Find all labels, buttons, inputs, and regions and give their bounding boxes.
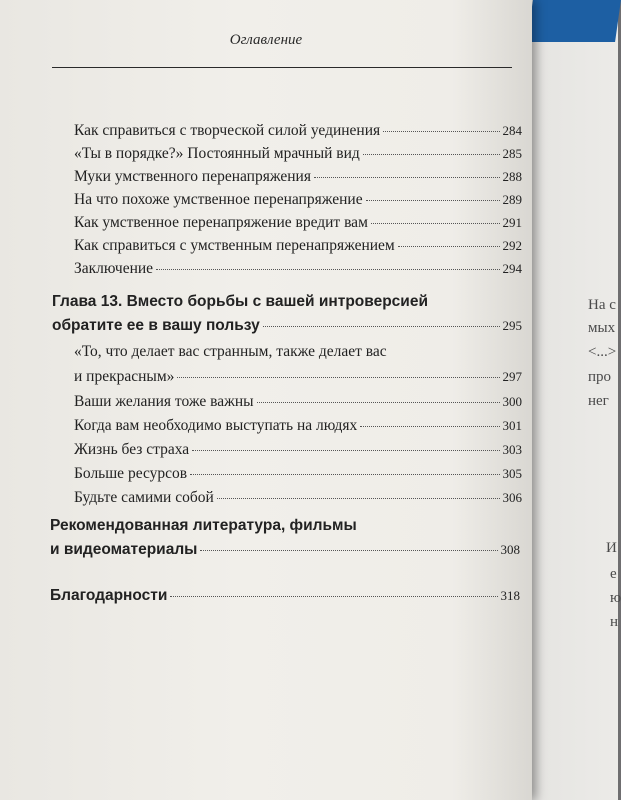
toc-entry[interactable]	[74, 187, 522, 209]
toc-page-number: 305	[502, 465, 522, 481]
toc-entry-title: Будьте самими собой	[74, 488, 214, 506]
toc-page-number: 294	[502, 260, 522, 276]
adjacent-text-fragment: нег	[588, 393, 609, 409]
adjacent-text-fragment: И	[606, 540, 617, 556]
leader-dots	[371, 207, 500, 224]
adjacent-text-fragment: н	[610, 614, 619, 630]
toc-entry[interactable]	[74, 485, 522, 507]
header-rule	[52, 67, 512, 68]
toc-page-number: 303	[502, 441, 522, 457]
toc-entry-line[interactable]: «То, что делает вас странным, также делает вас	[74, 343, 387, 360]
section-heading[interactable]	[50, 537, 520, 559]
toc-entry[interactable]	[74, 164, 522, 186]
toc-entry-title: Больше ресурсов	[74, 464, 188, 482]
section-heading-line[interactable]: Рекомендованная литература, фильмы	[50, 517, 357, 534]
toc-entry[interactable]	[74, 461, 522, 483]
toc-entry-title: Когда вам необходимо выступать на людях	[74, 416, 358, 434]
adjacent-text-fragment: про	[588, 369, 612, 385]
leader-dots	[366, 184, 500, 201]
toc-entry[interactable]	[74, 210, 522, 232]
toc-page-number: 318	[500, 587, 520, 603]
adjacent-text-fragment: <...>	[588, 344, 617, 360]
toc-entry[interactable]	[74, 118, 522, 140]
toc-entry-title: Ваши желания тоже важны	[74, 392, 254, 410]
section-heading-title: Благодарности	[50, 586, 168, 604]
section-heading[interactable]	[50, 583, 520, 605]
toc-entry[interactable]	[74, 141, 522, 163]
toc-page-number: 289	[502, 191, 522, 207]
toc-entry-title: Муки умственного перенапряжения	[74, 167, 311, 185]
toc-page-number: 285	[502, 145, 522, 161]
leader-dots	[190, 458, 499, 475]
toc-entry-title: Жизнь без страха	[74, 440, 190, 458]
toc-entry[interactable]	[74, 256, 522, 278]
leader-dots	[263, 310, 500, 327]
leader-dots	[177, 361, 499, 378]
toc-entry[interactable]	[74, 364, 522, 386]
leader-dots	[170, 580, 497, 597]
toc-entry-title: Как справиться с творческой силой уединения	[74, 121, 381, 139]
leader-dots	[156, 253, 499, 270]
adjacent-text-fragment: ю	[610, 590, 621, 606]
chapter-heading-title: обратите ее в вашу пользу	[52, 316, 260, 334]
toc-page-number: 301	[502, 417, 522, 433]
leader-dots	[192, 434, 499, 451]
section-heading-title: и видеоматериалы	[50, 540, 198, 558]
toc-page-number: 295	[502, 317, 522, 333]
adjacent-text-fragment: На с	[588, 297, 616, 313]
adjacent-text-fragment: е	[610, 566, 617, 582]
toc-entry[interactable]	[74, 413, 522, 435]
chapter-heading-line[interactable]: Глава 13. Вместо борьбы с вашей интроверсией	[52, 293, 428, 310]
leader-dots	[398, 230, 500, 247]
adjacent-text-fragment: мых	[588, 320, 616, 336]
toc-page-number: 291	[502, 214, 522, 230]
chapter-heading[interactable]	[52, 313, 522, 335]
leader-dots	[360, 410, 499, 427]
toc-entry[interactable]	[74, 437, 522, 459]
toc-entry-title: Заключение	[74, 259, 154, 277]
leader-dots	[314, 161, 500, 178]
blue-cover-corner	[527, 0, 621, 42]
toc-page-number: 297	[502, 368, 522, 384]
toc-entry-title: Как умственное перенапряжение вредит вам	[74, 213, 368, 231]
toc-page-number: 300	[502, 393, 522, 409]
toc-page-number: 284	[502, 122, 522, 138]
toc-page-number: 292	[502, 237, 522, 253]
toc-page-number: 288	[502, 168, 522, 184]
toc-entry-title: и прекрасным»	[74, 367, 175, 385]
leader-dots	[383, 115, 499, 132]
leader-dots	[363, 138, 500, 155]
leader-dots	[257, 386, 500, 403]
toc-entry-title: На что похоже умственное перенапряжение	[74, 190, 363, 208]
leader-dots	[200, 534, 497, 551]
toc-entry[interactable]	[74, 233, 522, 255]
toc-page-number: 308	[500, 541, 520, 557]
toc-entry[interactable]	[74, 389, 522, 411]
toc-page-number: 306	[502, 489, 522, 505]
running-header: Оглавление	[229, 32, 303, 48]
leader-dots	[217, 482, 500, 499]
toc-entry-title: «Ты в порядке?» Постоянный мрачный вид	[74, 144, 360, 162]
toc-entry-title: Как справиться с умственным перенапряжением	[74, 236, 395, 254]
